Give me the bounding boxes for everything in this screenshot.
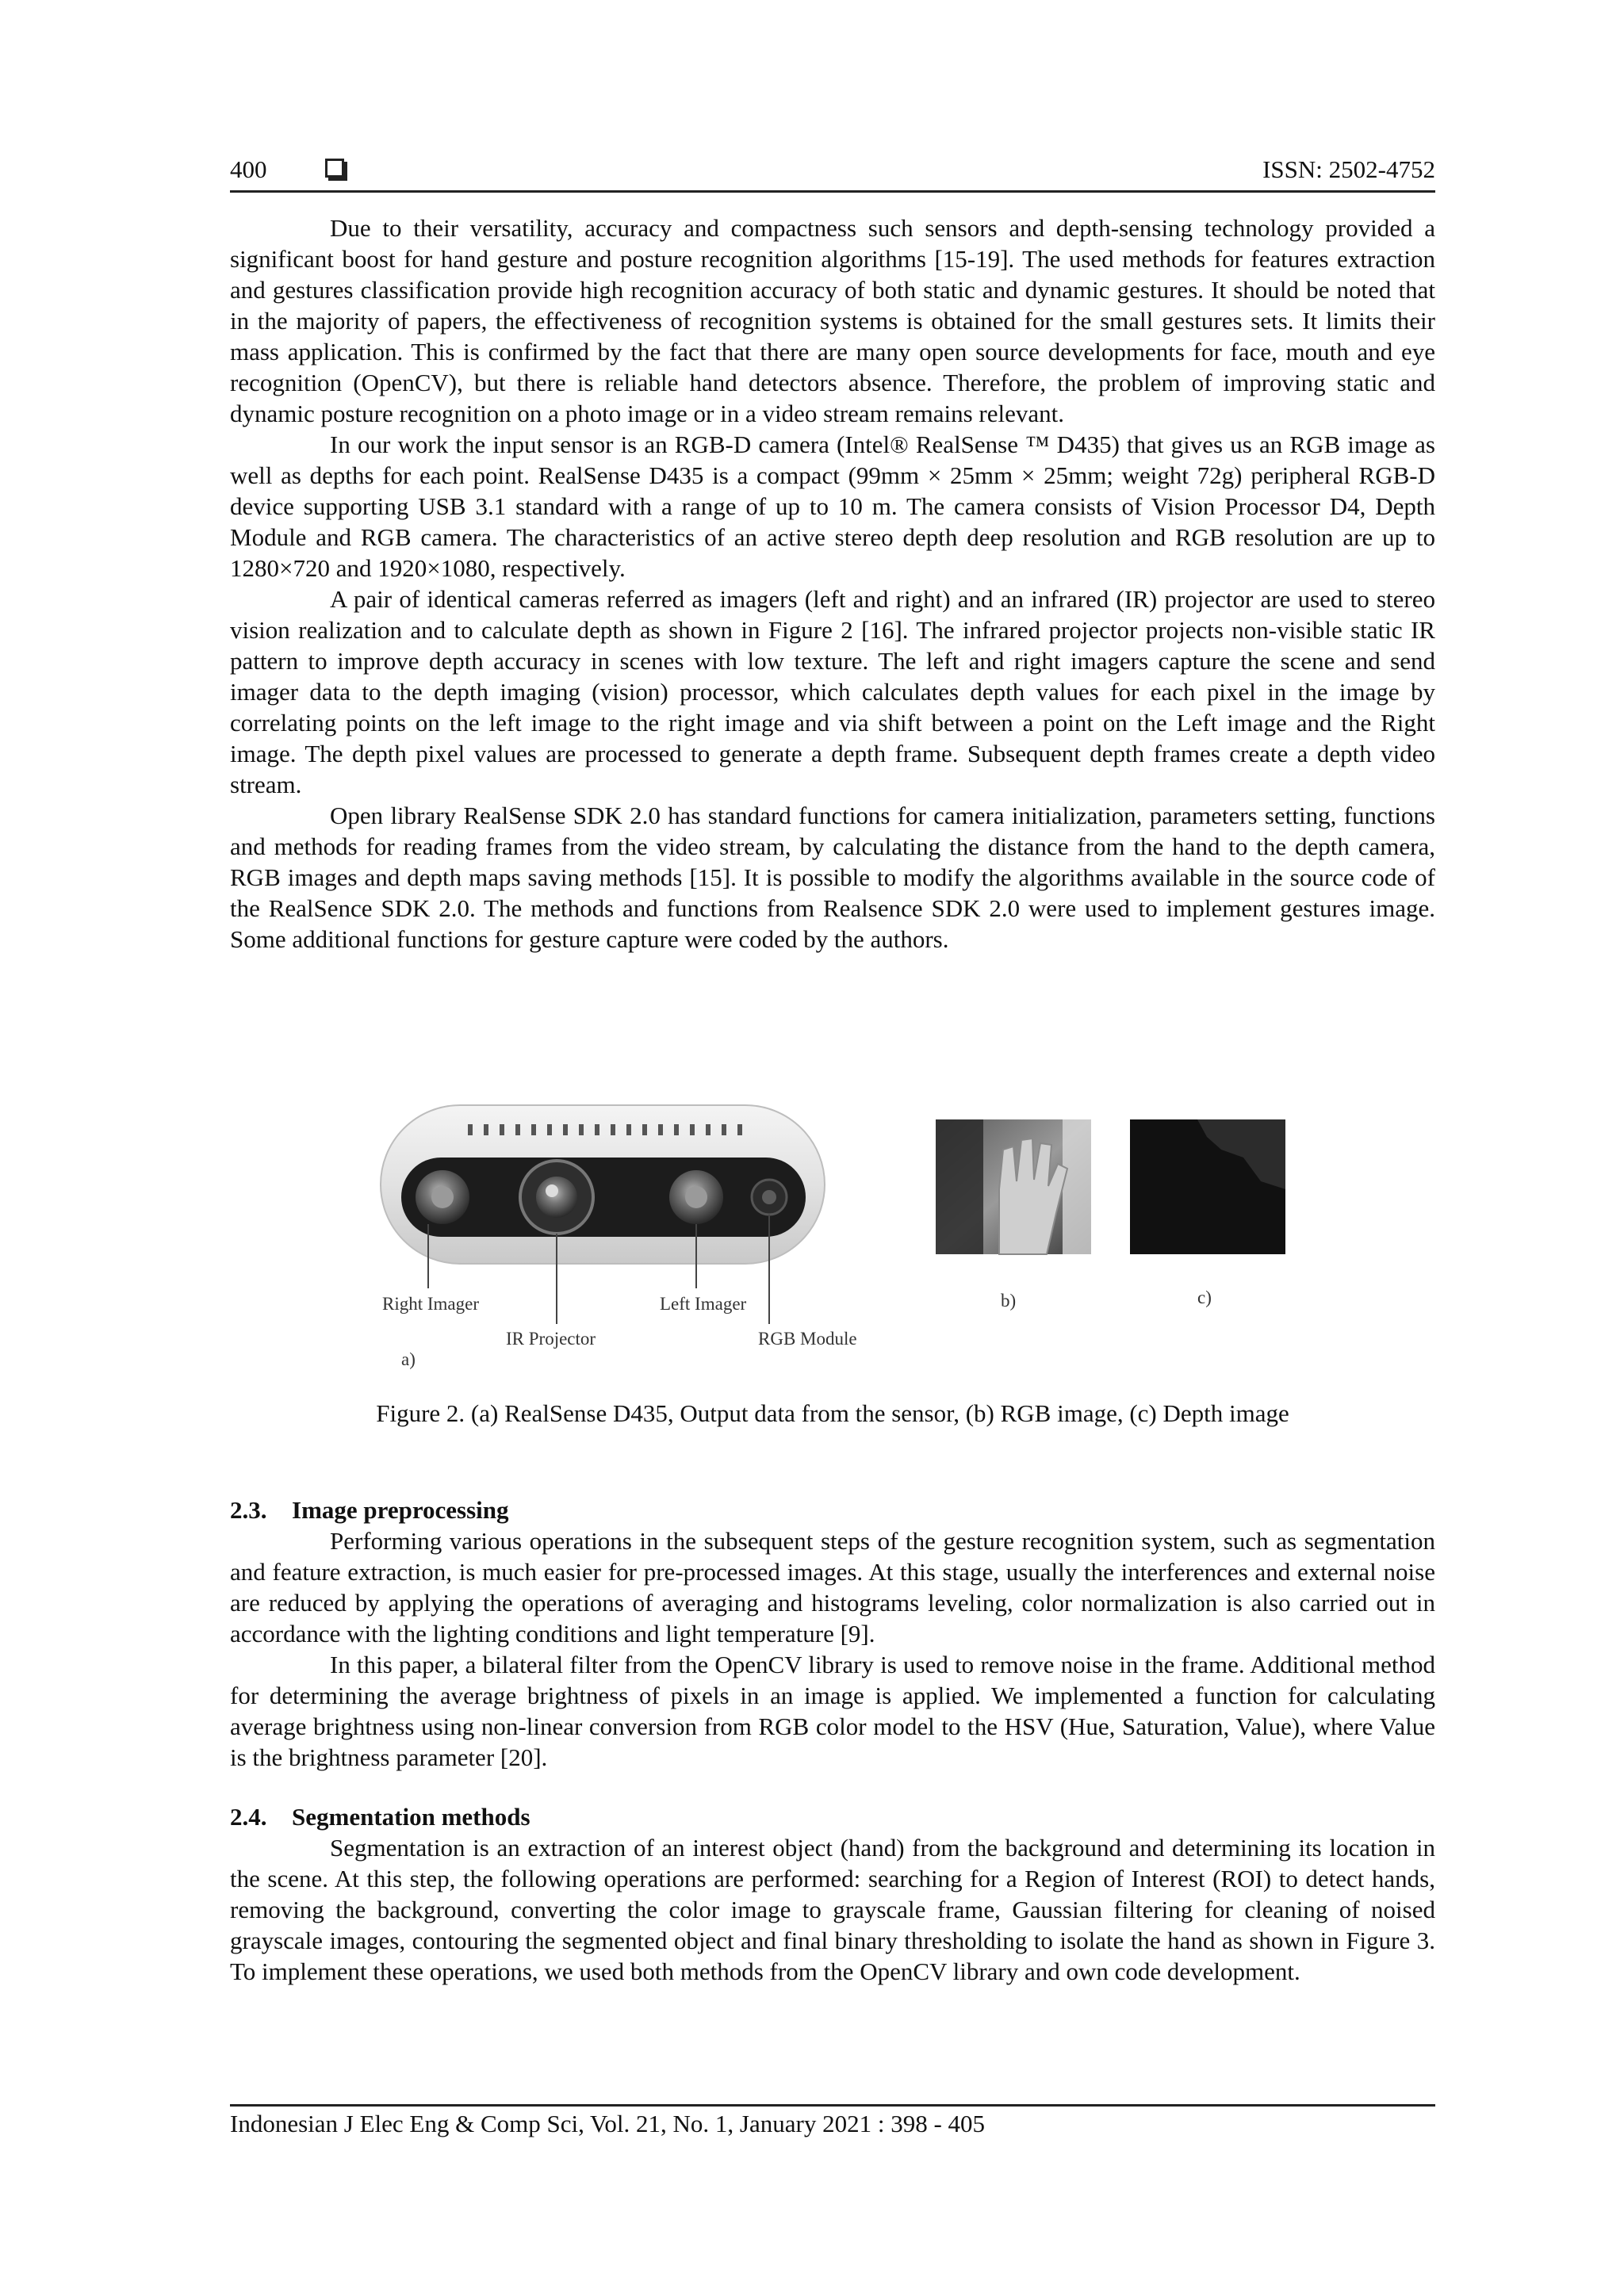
paragraph: In this paper, a bilateral filter from the OpenCV library is used to remove noise in the frame. Additional method for determining the average brightness of pixels in an image is applied. We implemented a function for calculating average brightness using non-linear conversion from RGB color model to the HSV (Hue, Saturation, Value), where Value is the brightness parameter [20]. xyxy=(230,1651,1435,1771)
realsense-camera-image xyxy=(381,1105,825,1324)
sections xyxy=(230,1494,1435,1987)
paragraph: Due to their versatility, accuracy and compactness such sensors and depth-sensing technology provided a significant boost for hand gesture and posture recognition algorithms [15-19]. The used methods for features extraction and gestures classification provide high recognition accuracy of both static and dynamic gestures. It should be noted that in the majority of papers, the effectiveness of recognition systems is obtained for the small gestures sets. It limits their mass application. This is confirmed by the fact that there are many open source developments for face, mouth and eye recognition (OpenCV), but there is reliable hand detectors absence. Therefore, the problem of improving static and dynamic posture recognition on a photo image or in a video stream remains relevant. xyxy=(230,214,1435,427)
label-left-imager: Left Imager xyxy=(660,1294,747,1314)
body-text xyxy=(230,212,1435,955)
page-number: 400 xyxy=(230,155,267,183)
section-heading-2-4 xyxy=(230,1801,1435,1832)
section-number: 2.3. xyxy=(230,1496,267,1524)
page-header xyxy=(230,149,1435,193)
figure-caption: Figure 2. (a) RealSense D435, Output data from the sensor, (b) RGB image, (c) Depth image xyxy=(376,1399,1289,1427)
square-bullet-icon xyxy=(325,159,344,178)
paragraph: In our work the input sensor is an RGB-D camera (Intel® RealSense ™ D435) that gives us an RGB image as well as depths for each point. RealSense D435 is a compact (99mm × 25mm × 25mm; weight 72g) peripheral RGB-D device supporting USB 3.1 standard with a range of up to 10 m. The camera consists of Vision Processor D4, Depth Module and RGB camera. The characteristics of an active stereo depth deep resolution and RGB resolution are up to 1280×720 and 1920×1080, respectively. xyxy=(230,430,1435,582)
paragraph: Performing various operations in the subsequent steps of the gesture recognition system, such as segmentation and feature extraction, is much easier for pre-processed images. At this stage, usually the interferences and external noise are reduced by applying the operations of averaging and histograms leveling, color normalization is also carried out in accordance with the lighting conditions and light temperature [9]. xyxy=(230,1527,1435,1647)
paragraph: A pair of identical cameras referred as imagers (left and right) and an infrared (IR) projector are used to stereo vision realization and to calculate depth as shown in Figure 2 [16]. The infrared projector projects non-visible static IR pattern to improve depth accuracy in scenes with low texture. The left and right imagers capture the scene and send imager data to the depth imaging (vision) processor, which calculates depth values for each pixel in the image by correlating points on the left image to the right image and via shift between a point on the Left image and the Right image. The depth pixel values are processed to generate a depth frame. Subsequent depth frames create a depth video stream. xyxy=(230,585,1435,798)
label-rgb-module: RGB Module xyxy=(758,1329,857,1349)
section-title: Segmentation methods xyxy=(292,1803,530,1831)
rgb-image xyxy=(936,1119,1091,1254)
issn-label: ISSN: 2502-4752 xyxy=(1262,155,1435,183)
label-panel-a: a) xyxy=(401,1349,416,1369)
label-right-imager: Right Imager xyxy=(382,1294,479,1314)
page-footer: Indonesian J Elec Eng & Comp Sci, Vol. 21, No. 1, January 2021 : 398 - 405 xyxy=(230,2104,1435,2138)
label-panel-b: b) xyxy=(1001,1291,1017,1311)
paragraph: Open library RealSense SDK 2.0 has standard functions for camera initialization, parameters setting, functions and methods for reading frames from the video stream, by calculating the distance from the hand to the depth camera, RGB images and depth maps saving methods [15]. It is possible to modify the algorithms available in the source code of the RealSence SDK 2.0. The methods and functions from Realsence SDK 2.0 were used to implement gestures image. Some additional functions for gesture capture were coded by the authors. xyxy=(230,802,1435,953)
label-panel-c: c) xyxy=(1197,1288,1212,1307)
section-title: Image preprocessing xyxy=(292,1496,509,1524)
paragraph: Segmentation is an extraction of an interest object (hand) from the background and determining its location in the scene. At this step, the following operations are performed: searching for a Region of Interest (ROI) to detect hands, removing the background, converting the color image to grayscale frame, Gaussian filtering for cleaning of noised grayscale images, contouring the segmented object and final binary thresholding to isolate the hand as shown in Figure 3. To implement these operations, we used both methods from the OpenCV library and own code development. xyxy=(230,1834,1435,1985)
section-number: 2.4. xyxy=(230,1803,267,1831)
figure-2 xyxy=(373,1094,1300,1380)
depth-image xyxy=(1130,1119,1285,1254)
section-heading-2-3 xyxy=(230,1494,1435,1525)
label-ir-projector: IR Projector xyxy=(506,1329,596,1349)
